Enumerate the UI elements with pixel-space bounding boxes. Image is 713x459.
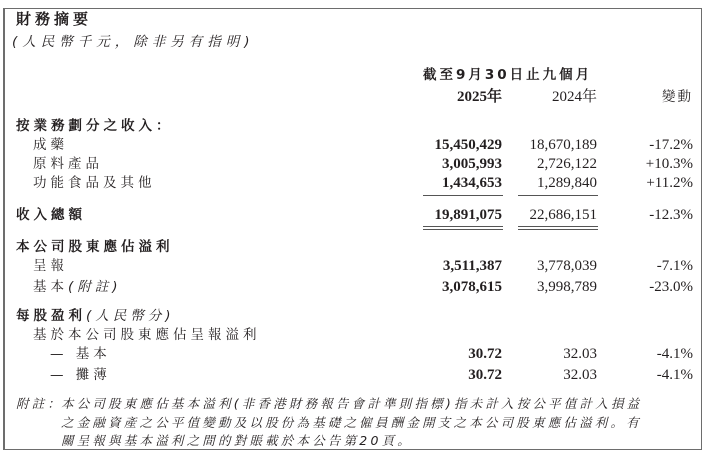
value-change: -12.3% [649, 207, 693, 223]
value-change: -4.1% [656, 367, 693, 383]
value-change: -7.1% [656, 258, 693, 274]
page-title: 財務摘要 [16, 10, 93, 28]
row-label: — 攤薄 [50, 367, 111, 383]
total-double-rule [423, 226, 503, 230]
eps-sublabel: 基於本公司股東應佔呈報溢利 [33, 327, 261, 343]
value-prior: 3,778,039 [537, 258, 597, 274]
eps-label: 每股盈利 [16, 308, 86, 324]
value-current: 1,434,653 [442, 175, 502, 191]
value-current: 3,078,615 [442, 279, 502, 295]
year-current-header: 2025年 [456, 89, 502, 105]
note-reference: (附註) [68, 279, 122, 295]
row-label: 收入總額 [16, 207, 86, 223]
value-prior: 1,289,840 [537, 175, 597, 191]
value-prior: 32.03 [563, 346, 597, 362]
footnote-prefix: 附註： [16, 396, 64, 411]
value-prior: 2,726,122 [537, 156, 597, 172]
value-change: -4.1% [656, 346, 693, 362]
eps-unit: (人民幣分) [86, 308, 175, 324]
subtotal-rule [423, 195, 503, 196]
value-current: 19,891,075 [434, 207, 502, 223]
row-label: — 基本 [50, 346, 111, 362]
subtotal-rule [518, 195, 598, 196]
row-label: 原料產品 [33, 156, 103, 172]
row-label [33, 281, 122, 295]
footnote-line: 關呈報與基本溢利之間的對賬載於本公告第20頁。 [61, 433, 414, 448]
value-change: +10.3% [645, 156, 693, 172]
value-current: 30.72 [468, 346, 502, 362]
year-prior-header: 2024年 [551, 89, 597, 105]
value-current: 30.72 [468, 367, 502, 383]
change-header: 變動 [662, 89, 693, 105]
value-prior: 22,686,151 [529, 207, 597, 223]
period-header: 截至9月30日止九個月 [423, 67, 593, 83]
value-change: -17.2% [649, 137, 693, 153]
row-label: 成藥 [33, 137, 68, 153]
row-label: 功能食品及其他 [33, 175, 156, 191]
value-change: -23.0% [649, 279, 693, 295]
value-change: +11.2% [646, 175, 693, 191]
page-subtitle: (人民幣千元，除非另有指明) [12, 34, 255, 50]
section-profit-attributable: 本公司股東應佔溢利 [16, 239, 174, 255]
footnote-line: 本公司股東應佔基本溢利(非香港財務報告會計準則指標)指未計入按公平值計入損益 [61, 396, 643, 411]
value-current: 3,511,387 [442, 258, 502, 274]
value-prior: 18,670,189 [529, 137, 597, 153]
row-label-text: 基本 [33, 279, 68, 295]
section-revenue-by-segment: 按業務劃分之收入： [16, 118, 174, 134]
total-double-rule [518, 226, 598, 230]
value-current: 15,450,429 [434, 137, 502, 153]
row-label: 呈報 [33, 258, 68, 274]
section-eps [16, 310, 175, 324]
value-prior: 32.03 [563, 367, 597, 383]
footnote-line: 之金融資產之公平值變動及以股份為基礎之僱員酬金開支之本公司股東應佔溢利。有 [61, 415, 642, 430]
value-current: 3,005,993 [442, 156, 502, 172]
value-prior: 3,998,789 [537, 279, 597, 295]
